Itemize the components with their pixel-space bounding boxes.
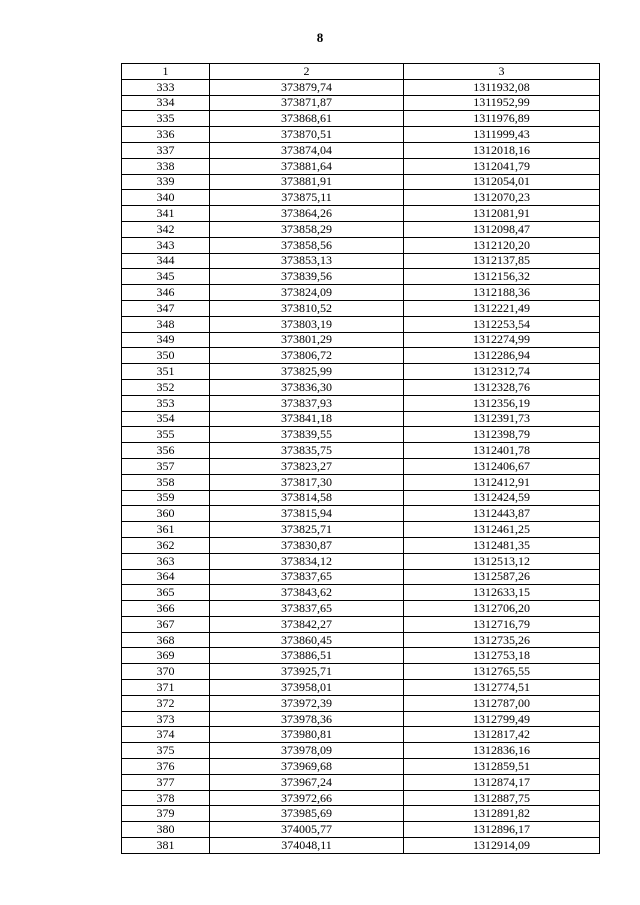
x-coordinate-cell: 373839,56 (210, 269, 404, 285)
y-coordinate-cell: 1312461,25 (404, 522, 600, 538)
point-number-cell: 354 (122, 411, 210, 427)
point-number-cell: 357 (122, 458, 210, 474)
x-coordinate-cell: 373841,18 (210, 411, 404, 427)
y-coordinate-cell: 1312054,01 (404, 174, 600, 190)
point-number-cell: 370 (122, 664, 210, 680)
point-number-cell: 353 (122, 395, 210, 411)
x-coordinate-cell: 373868,61 (210, 111, 404, 127)
y-coordinate-cell: 1312081,91 (404, 206, 600, 222)
x-coordinate-cell: 373806,72 (210, 348, 404, 364)
y-coordinate-cell: 1312774,51 (404, 680, 600, 696)
x-coordinate-cell: 373967,24 (210, 774, 404, 790)
y-coordinate-cell: 1312356,19 (404, 395, 600, 411)
point-number-cell: 356 (122, 443, 210, 459)
x-coordinate-cell: 373978,09 (210, 743, 404, 759)
y-coordinate-cell: 1312587,26 (404, 569, 600, 585)
y-coordinate-cell: 1312633,15 (404, 585, 600, 601)
y-coordinate-cell: 1312137,85 (404, 253, 600, 269)
table-row (122, 790, 600, 806)
table-row (122, 616, 600, 632)
point-number-cell: 352 (122, 379, 210, 395)
y-coordinate-cell: 1312914,09 (404, 838, 600, 854)
x-coordinate-cell: 373864,26 (210, 206, 404, 222)
table-row (122, 111, 600, 127)
y-coordinate-cell: 1312221,49 (404, 300, 600, 316)
x-coordinate-cell: 373842,27 (210, 616, 404, 632)
y-coordinate-cell: 1312098,47 (404, 221, 600, 237)
table-row (122, 648, 600, 664)
table-row (122, 190, 600, 206)
point-number-cell: 343 (122, 237, 210, 253)
x-coordinate-cell: 373980,81 (210, 727, 404, 743)
y-coordinate-cell: 1311999,43 (404, 127, 600, 143)
table-row (122, 142, 600, 158)
point-number-cell: 339 (122, 174, 210, 190)
y-coordinate-cell: 1312018,16 (404, 142, 600, 158)
x-coordinate-cell: 373881,64 (210, 158, 404, 174)
x-coordinate-cell: 373825,99 (210, 364, 404, 380)
point-number-cell: 355 (122, 427, 210, 443)
y-coordinate-cell: 1312891,82 (404, 806, 600, 822)
y-coordinate-cell: 1312312,74 (404, 364, 600, 380)
point-number-cell: 347 (122, 300, 210, 316)
y-coordinate-cell: 1312896,17 (404, 822, 600, 838)
table-row (122, 727, 600, 743)
y-coordinate-cell: 1312274,99 (404, 332, 600, 348)
x-coordinate-cell: 373837,93 (210, 395, 404, 411)
table-row (122, 695, 600, 711)
table-row (122, 127, 600, 143)
x-coordinate-cell: 373879,74 (210, 79, 404, 95)
point-number-cell: 349 (122, 332, 210, 348)
x-coordinate-cell: 373871,87 (210, 95, 404, 111)
table-row (122, 774, 600, 790)
y-coordinate-cell: 1311932,08 (404, 79, 600, 95)
coordinates-table (121, 63, 600, 854)
point-number-cell: 369 (122, 648, 210, 664)
y-coordinate-cell: 1312156,32 (404, 269, 600, 285)
point-number-cell: 365 (122, 585, 210, 601)
table-row (122, 458, 600, 474)
x-coordinate-cell: 373972,39 (210, 695, 404, 711)
y-coordinate-cell: 1312716,79 (404, 616, 600, 632)
y-coordinate-cell: 1312424,59 (404, 490, 600, 506)
point-number-cell: 373 (122, 711, 210, 727)
table-row (122, 632, 600, 648)
point-number-cell: 359 (122, 490, 210, 506)
y-coordinate-cell: 1312041,79 (404, 158, 600, 174)
y-coordinate-cell: 1312481,35 (404, 537, 600, 553)
header-row (122, 64, 600, 80)
y-coordinate-cell: 1312513,12 (404, 553, 600, 569)
x-coordinate-cell: 373837,65 (210, 601, 404, 617)
y-coordinate-cell: 1312706,20 (404, 601, 600, 617)
page-number: 8 (316, 30, 324, 45)
x-coordinate-cell: 373969,68 (210, 759, 404, 775)
point-number-cell: 345 (122, 269, 210, 285)
x-coordinate-cell: 373870,51 (210, 127, 404, 143)
y-coordinate-cell: 1312765,55 (404, 664, 600, 680)
x-coordinate-cell: 373810,52 (210, 300, 404, 316)
table-row (122, 206, 600, 222)
y-coordinate-cell: 1312443,87 (404, 506, 600, 522)
x-coordinate-cell: 373978,36 (210, 711, 404, 727)
point-number-cell: 346 (122, 285, 210, 301)
table-row (122, 743, 600, 759)
table-row (122, 537, 600, 553)
x-coordinate-cell: 374048,11 (210, 838, 404, 854)
y-coordinate-cell: 1312887,75 (404, 790, 600, 806)
table-row (122, 838, 600, 854)
table-row (122, 379, 600, 395)
point-number-cell: 362 (122, 537, 210, 553)
table-row (122, 490, 600, 506)
table-row (122, 158, 600, 174)
point-number-cell: 371 (122, 680, 210, 696)
table-body (122, 79, 600, 853)
point-number-cell: 380 (122, 822, 210, 838)
table-row (122, 601, 600, 617)
point-number-cell: 334 (122, 95, 210, 111)
y-coordinate-cell: 1311952,99 (404, 95, 600, 111)
point-number-cell: 360 (122, 506, 210, 522)
table-row (122, 506, 600, 522)
x-coordinate-cell: 373886,51 (210, 648, 404, 664)
point-number-cell: 368 (122, 632, 210, 648)
point-number-cell: 379 (122, 806, 210, 822)
table-row (122, 759, 600, 775)
table-row (122, 427, 600, 443)
y-coordinate-cell: 1312836,16 (404, 743, 600, 759)
y-coordinate-cell: 1312735,26 (404, 632, 600, 648)
table-row (122, 522, 600, 538)
y-coordinate-cell: 1312799,49 (404, 711, 600, 727)
y-coordinate-cell: 1312874,17 (404, 774, 600, 790)
y-coordinate-cell: 1312412,91 (404, 474, 600, 490)
x-coordinate-cell: 373881,91 (210, 174, 404, 190)
y-coordinate-cell: 1312859,51 (404, 759, 600, 775)
x-coordinate-cell: 373837,65 (210, 569, 404, 585)
point-number-cell: 335 (122, 111, 210, 127)
point-number-cell: 351 (122, 364, 210, 380)
point-number-cell: 336 (122, 127, 210, 143)
point-number-cell: 341 (122, 206, 210, 222)
table-row (122, 174, 600, 190)
x-coordinate-cell: 373853,13 (210, 253, 404, 269)
point-number-cell: 378 (122, 790, 210, 806)
x-coordinate-cell: 373823,27 (210, 458, 404, 474)
x-coordinate-cell: 373801,29 (210, 332, 404, 348)
table-row (122, 553, 600, 569)
x-coordinate-cell: 373858,29 (210, 221, 404, 237)
table-row (122, 285, 600, 301)
table-row (122, 395, 600, 411)
table-row (122, 585, 600, 601)
point-number-cell: 358 (122, 474, 210, 490)
point-number-cell: 376 (122, 759, 210, 775)
y-coordinate-cell: 1312398,79 (404, 427, 600, 443)
x-coordinate-cell: 373824,09 (210, 285, 404, 301)
table-row (122, 806, 600, 822)
table-row (122, 364, 600, 380)
point-number-cell: 363 (122, 553, 210, 569)
point-number-cell: 344 (122, 253, 210, 269)
point-number-cell: 350 (122, 348, 210, 364)
column-header-2: 2 (210, 64, 404, 80)
x-coordinate-cell: 373803,19 (210, 316, 404, 332)
table-row (122, 474, 600, 490)
x-coordinate-cell: 373858,56 (210, 237, 404, 253)
table-row (122, 316, 600, 332)
y-coordinate-cell: 1312286,94 (404, 348, 600, 364)
table-row (122, 253, 600, 269)
table-row (122, 569, 600, 585)
x-coordinate-cell: 373925,71 (210, 664, 404, 680)
table-row (122, 664, 600, 680)
y-coordinate-cell: 1312328,76 (404, 379, 600, 395)
table-row (122, 95, 600, 111)
y-coordinate-cell: 1312406,67 (404, 458, 600, 474)
y-coordinate-cell: 1312253,54 (404, 316, 600, 332)
x-coordinate-cell: 373834,12 (210, 553, 404, 569)
point-number-cell: 338 (122, 158, 210, 174)
x-coordinate-cell: 373825,71 (210, 522, 404, 538)
table-row (122, 237, 600, 253)
table-row (122, 332, 600, 348)
y-coordinate-cell: 1312120,20 (404, 237, 600, 253)
point-number-cell: 348 (122, 316, 210, 332)
x-coordinate-cell: 373874,04 (210, 142, 404, 158)
column-header-3: 3 (404, 64, 600, 80)
table-row (122, 300, 600, 316)
point-number-cell: 374 (122, 727, 210, 743)
point-number-cell: 337 (122, 142, 210, 158)
point-number-cell: 375 (122, 743, 210, 759)
x-coordinate-cell: 373830,87 (210, 537, 404, 553)
x-coordinate-cell: 373985,69 (210, 806, 404, 822)
point-number-cell: 367 (122, 616, 210, 632)
point-number-cell: 377 (122, 774, 210, 790)
x-coordinate-cell: 373817,30 (210, 474, 404, 490)
point-number-cell: 366 (122, 601, 210, 617)
x-coordinate-cell: 373814,58 (210, 490, 404, 506)
table-row (122, 221, 600, 237)
x-coordinate-cell: 373836,30 (210, 379, 404, 395)
table-row (122, 348, 600, 364)
table-row (122, 822, 600, 838)
x-coordinate-cell: 373843,62 (210, 585, 404, 601)
point-number-cell: 333 (122, 79, 210, 95)
point-number-cell: 361 (122, 522, 210, 538)
point-number-cell: 372 (122, 695, 210, 711)
point-number-cell: 340 (122, 190, 210, 206)
x-coordinate-cell: 373815,94 (210, 506, 404, 522)
y-coordinate-cell: 1312753,18 (404, 648, 600, 664)
table-row (122, 79, 600, 95)
table-row (122, 680, 600, 696)
x-coordinate-cell: 373958,01 (210, 680, 404, 696)
table-row (122, 443, 600, 459)
x-coordinate-cell: 373860,45 (210, 632, 404, 648)
y-coordinate-cell: 1312787,00 (404, 695, 600, 711)
x-coordinate-cell: 373839,55 (210, 427, 404, 443)
table-row (122, 411, 600, 427)
point-number-cell: 381 (122, 838, 210, 854)
x-coordinate-cell: 373972,66 (210, 790, 404, 806)
point-number-cell: 364 (122, 569, 210, 585)
table-row (122, 269, 600, 285)
x-coordinate-cell: 373835,75 (210, 443, 404, 459)
y-coordinate-cell: 1312070,23 (404, 190, 600, 206)
table-row (122, 711, 600, 727)
table-header (122, 64, 600, 80)
column-header-1: 1 (122, 64, 210, 80)
y-coordinate-cell: 1312817,42 (404, 727, 600, 743)
y-coordinate-cell: 1312188,36 (404, 285, 600, 301)
y-coordinate-cell: 1312401,78 (404, 443, 600, 459)
x-coordinate-cell: 373875,11 (210, 190, 404, 206)
point-number-cell: 342 (122, 221, 210, 237)
x-coordinate-cell: 374005,77 (210, 822, 404, 838)
y-coordinate-cell: 1311976,89 (404, 111, 600, 127)
y-coordinate-cell: 1312391,73 (404, 411, 600, 427)
